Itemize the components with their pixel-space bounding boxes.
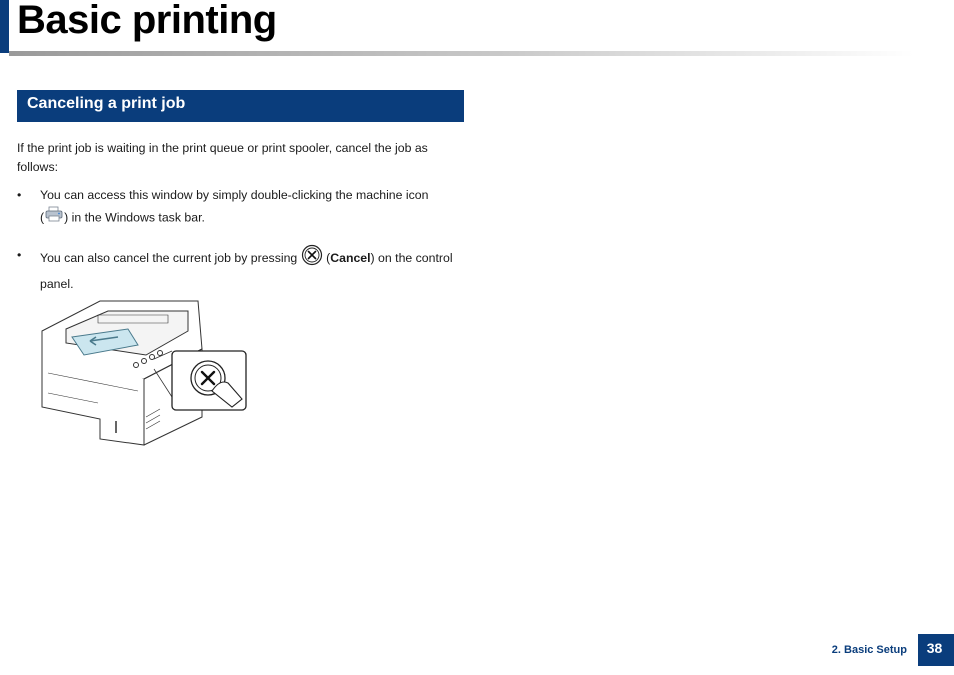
bullet-text: [40, 244, 465, 295]
cancel-button-icon: [301, 244, 323, 273]
bullet-text-part: (: [326, 250, 331, 265]
footer-chapter: 2. Basic Setup: [831, 644, 907, 656]
bullet-text-part: (: [40, 210, 45, 225]
page-number-badge: [918, 634, 954, 666]
bullet-marker: •: [17, 248, 22, 262]
bullet-text-part: You can access this window by simply double-clicking the machine icon: [40, 188, 429, 202]
page-title: Basic printing: [17, 0, 277, 42]
bullet-marker: •: [17, 188, 22, 202]
section-title: Canceling a print job: [27, 95, 186, 112]
bullet-text-part: ) on the control panel.: [40, 250, 453, 291]
printer-icon: [44, 206, 64, 230]
title-rule: [9, 51, 914, 56]
cancel-label: Cancel: [330, 250, 371, 265]
bullet-text-part: You can also cancel the current job by pressing: [40, 250, 298, 265]
bullet-text: [40, 184, 465, 230]
title-accent-bar: [0, 0, 9, 53]
page-number: 38: [926, 640, 943, 656]
bullet-text-part: ) in the Windows task bar.: [64, 210, 205, 225]
intro-paragraph: If the print job is waiting in the print queue or print spooler, cancel the job as follows:: [17, 141, 428, 174]
section-header: [17, 90, 464, 122]
printer-cancel-illustration: [38, 299, 250, 447]
